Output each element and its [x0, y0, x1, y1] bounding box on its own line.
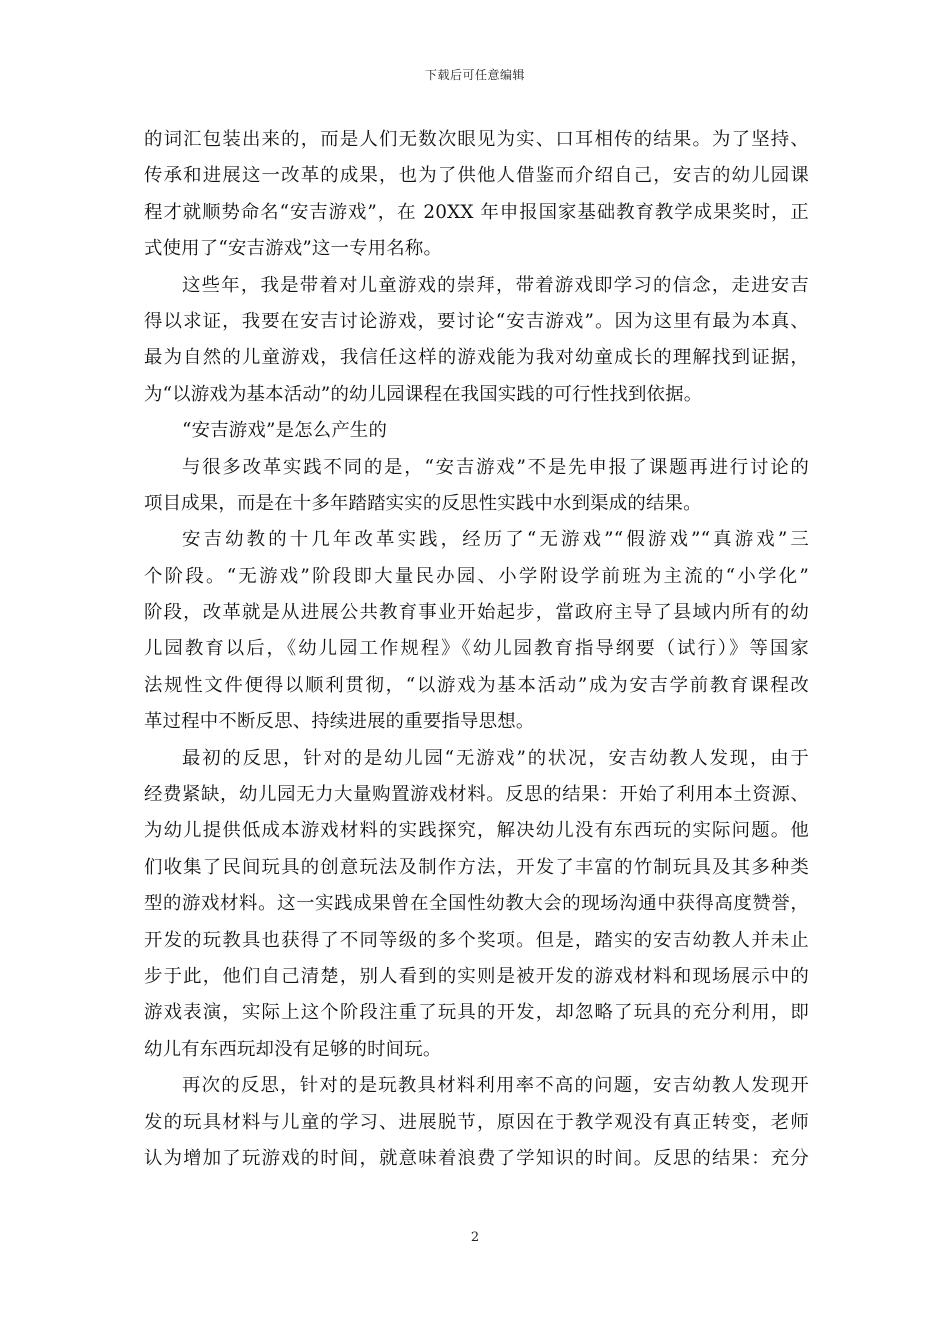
text-line: “安吉游戏”是怎么产生的	[182, 420, 388, 442]
text-line: 经费紧缺，幼儿园无力大量购置游戏材料。反思的结果：开始了利用本土资源、	[144, 784, 809, 806]
text-line: 传承和进展这一改革的成果，也为了供他人借鉴而介绍自己，安吉的幼儿园课	[144, 165, 809, 187]
text-line: 为幼儿提供低成本游戏材料的实践探究，解决幼儿没有东西玩的实际问题。他	[144, 820, 809, 842]
text-line: 式使用了“安吉游戏”这一专用名称。	[144, 238, 443, 260]
paragraph	[144, 450, 809, 523]
text-line: 程才就顺势命名“安吉游戏”，在 20XX 年申报国家基础教育教学成果奖时，正	[144, 201, 809, 223]
text-line: 革过程中不断反思、持续进展的重要指导思想。	[144, 711, 535, 733]
paragraph	[144, 741, 809, 1069]
page-number: 2	[470, 1230, 480, 1245]
text-line: 个阶段。“无游戏”阶段即大量民办园、小学附设学前班为主流的“小学化”	[144, 565, 809, 587]
text-line: 项目成果，而是在十多年踏踏实实的反思性实践中水到渠成的结果。	[144, 492, 702, 514]
text-line: 型的游戏材料。这一实践成果曾在全国性幼教大会的现场沟通中获得高度赞誉，	[144, 893, 809, 915]
text-line: 认为增加了玩游戏的时间，就意味着浪费了学知识的时间。反思的结果：充分	[144, 1147, 809, 1169]
text-line: 最为自然的儿童游戏，我信任这样的游戏能为我对幼童成长的理解找到证据，	[144, 347, 809, 369]
text-line: 这些年，我是带着对儿童游戏的崇拜，带着游戏即学习的信念，走进安吉	[182, 274, 809, 296]
text-line: 与很多改革实践不同的是，“安吉游戏”不是先申报了课题再进行讨论的	[182, 456, 809, 478]
text-line: 得以求证，我要在安吉讨论游戏，要讨论“安吉游戏”。因为这里有最为本真、	[144, 310, 809, 332]
text-line: 再次的反思，针对的是玩教具材料利用率不高的问题，安吉幼教人发现开	[182, 1075, 809, 1097]
text-line: 游戏表演，实际上这个阶段注重了玩具的开发，却忽略了玩具的充分利用，即	[144, 1002, 809, 1024]
text-line: 阶段，改革就是从进展公共教育事业开始起步，當政府主导了县域内所有的幼	[144, 602, 809, 624]
text-line: 最初的反思，针对的是幼儿园“无游戏”的状况，安吉幼教人发现，由于	[182, 747, 809, 769]
text-line: 们收集了民间玩具的创意玩法及制作方法，开发了丰富的竹制玩具及其多种类	[144, 856, 809, 878]
text-line: 法规性文件便得以顺利贯彻，“以游戏为基本活动”成为安吉学前教育课程改	[144, 674, 809, 696]
text-line: 安吉幼教的十几年改革实践，经历了“无游戏”“假游戏”“真游戏”三	[182, 529, 809, 551]
text-line: 幼儿有东西玩却没有足够的时间玩。	[144, 1038, 442, 1060]
paragraph	[144, 268, 809, 414]
text-line: 步于此，他们自己清楚，别人看到的实则是被开发的游戏材料和现场展示中的	[144, 965, 809, 987]
paragraph	[144, 522, 809, 740]
text-line: 为“以游戏为基本活动”的幼儿园课程在我国实践的可行性找到依据。	[144, 383, 703, 405]
text-line: 发的玩具材料与儿童的学习、进展脱节，原因在于教学观没有真正转变，老师	[144, 1111, 809, 1133]
page-header: 下载后可任意编辑	[424, 68, 525, 82]
paragraph	[144, 1068, 809, 1177]
paragraph	[144, 122, 809, 268]
section-heading	[144, 413, 809, 449]
text-line: 开发的玩教具也获得了不同等级的多个奖项。但是，踏实的安吉幼教人并未止	[144, 929, 809, 951]
document-body	[144, 122, 809, 1177]
text-line: 儿园教育以后，《幼儿园工作规程》《幼儿园教育指导纲要（试行）》等国家	[144, 638, 809, 660]
text-line: 的词汇包装出来的，而是人们无数次眼见为实、口耳相传的结果。为了坚持、	[144, 129, 809, 150]
